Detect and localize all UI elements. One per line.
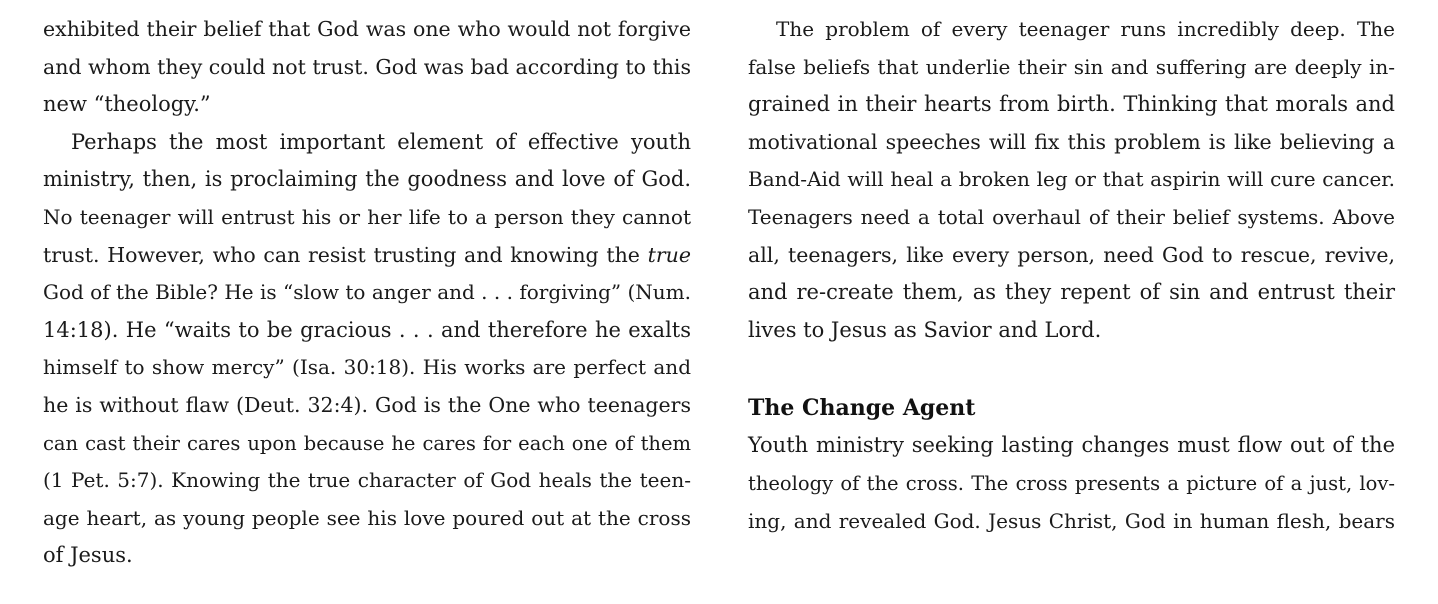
emphasis-word: true: [647, 242, 691, 267]
text-line: himself to show mercy” (Isa. 30:18). His works are perfect and: [43, 355, 691, 380]
text-line: all, teenagers, like every person, need God to rescue, revive,: [748, 242, 1395, 267]
text-line: new “theology.”: [43, 92, 211, 117]
text-line: ministry, then, is proclaiming the goodness and love of God.: [43, 167, 691, 192]
text-line: and whom they could not trust. God was bad according to this: [43, 54, 691, 79]
left-column: [43, 11, 691, 575]
text-line: Teenagers need a total overhaul of their belief systems. Above: [748, 204, 1395, 229]
section-spacer: [748, 349, 1395, 393]
text-line: Youth ministry seeking lasting changes must flow out of the: [748, 433, 1395, 458]
text-line: lives to Jesus as Savior and Lord.: [748, 317, 1102, 342]
text-line: of Jesus.: [43, 543, 133, 568]
text-line: he is without flaw (Deut. 32:4). God is the One who teenagers: [43, 392, 691, 417]
text-line: grained in their hearts from birth. Thinking that morals and: [748, 92, 1395, 117]
text-line: theology of the cross. The cross presents a picture of a just, lov-: [748, 471, 1395, 495]
section-heading: The Change Agent: [748, 395, 976, 422]
text-line: The problem of every teenager runs incredibly deep. The: [776, 17, 1395, 41]
text-line: false beliefs that underlie their sin and suffering are deeply in-: [748, 54, 1395, 79]
left-paragraph-1: [43, 11, 691, 124]
left-paragraph-2: [43, 124, 691, 575]
text-line: motivational speeches will fix this problem is like believing a: [748, 129, 1395, 154]
text-line: Perhaps the most important element of effective youth: [71, 129, 691, 154]
text-line: Band-Aid will heal a broken leg or that aspirin will cure cancer.: [748, 167, 1395, 192]
text-line: 14:18). He “waits to be gracious . . . and therefore he exalts: [43, 317, 691, 342]
text-line: God of the Bible? He is “slow to anger and . . . forgiving” (Num.: [43, 280, 691, 305]
text-line: can cast their cares upon because he cares for each one of them: [43, 431, 691, 455]
text-fragment: trust. However, who can resist trusting and knowing the: [43, 242, 648, 267]
text-line-with-emphasis: [43, 237, 691, 275]
text-line: ing, and revealed God. Jesus Christ, God in human flesh, bears: [748, 508, 1395, 533]
text-line: exhibited their belief that God was one who would not forgive: [43, 17, 691, 41]
right-paragraph-1: [748, 11, 1395, 349]
text-line: and re-create them, as they repent of sin and entrust their: [748, 280, 1395, 305]
text-line: No teenager will entrust his or her life to a person they cannot: [43, 204, 691, 229]
text-line: (1 Pet. 5:7). Knowing the true character of God heals the teen-: [43, 468, 691, 493]
right-paragraph-2: [748, 427, 1395, 540]
right-column: [748, 11, 1395, 540]
text-line: age heart, as young people see his love poured out at the cross: [43, 505, 691, 530]
